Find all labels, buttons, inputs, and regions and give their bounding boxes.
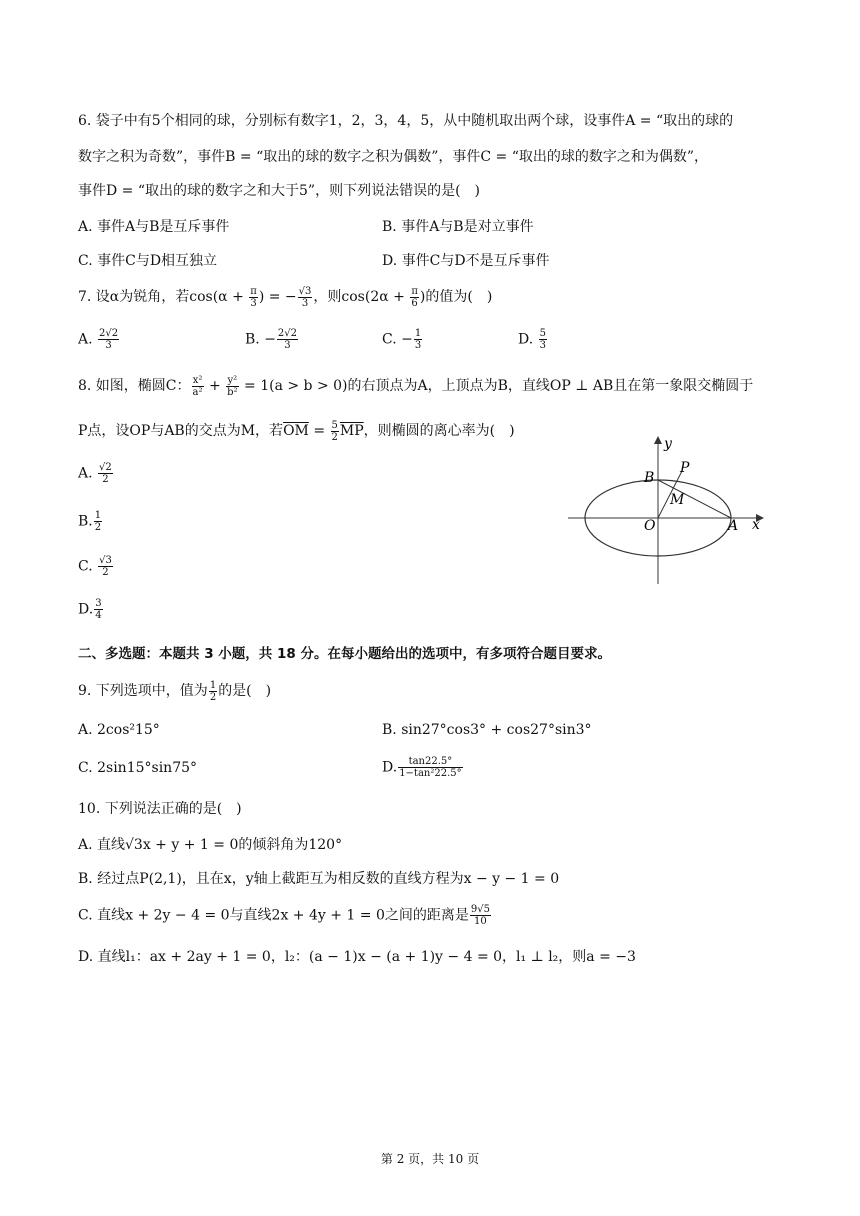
q9-option-a: A. 2cos²15°: [78, 722, 160, 738]
q10-stem: 10. 下列说法正确的是( ): [78, 801, 242, 817]
label-o: O: [644, 518, 656, 534]
q7-option-d: D. $\frac{5}{3}$: [518, 328, 547, 351]
q8-option-b: B. $\frac{1}{2}$: [78, 510, 102, 533]
vector-mp: $\overline{MP}$: [339, 423, 364, 439]
label-b: B: [644, 470, 655, 486]
q7-option-a: A. $\frac{2√2}{3}$: [78, 328, 119, 351]
q7-frac-pi-3: $\frac{\pi}{3}$: [250, 285, 257, 309]
q7-option-b: B. − $\frac{2√2}{3}$: [245, 328, 298, 351]
q10-option-b: B. 经过点P(2,1)，且在x，y轴上截距互为相反数的直线方程为x − y − 1 = 0: [78, 871, 560, 887]
q8-stem-line1: 8. 如图，椭圆C： $\frac{\text{x²}}{\text{a²}}$ + $\frac{\text{y²}}{\text{b²}}$ = 1(a > b > 0)的右顶点为A，上顶点为B，直线OP ⊥ AB且在第一象限交椭圆于: [78, 374, 754, 398]
q7-frac-sqrt3-3: $\frac{√3}{3}$: [298, 285, 312, 309]
q6-option-b: B. 事件A与B是对立事件: [382, 219, 534, 235]
y-axis-arrow: [654, 436, 662, 444]
q6-line2: 数字之积为奇数”，事件B = “取出的球的数字之积为偶数”，事件C = “取出的球的数字之和为偶数”，: [78, 149, 709, 165]
label-x: x: [752, 517, 760, 533]
page-footer: 第 2 页，共 10 页: [380, 1152, 480, 1166]
vector-om: $\overline{OM}$: [283, 423, 309, 439]
q7-stem: 7. 设α为锐角，若cos(α + $\frac{\pi}{3}$ ) = − $\frac{√3}{3}$ ，则cos(2α + $\frac{\pi}{6}$ )的值为( ): [78, 285, 493, 309]
label-y: y: [664, 436, 672, 452]
q9-option-c: C. 2sin15°sin75°: [78, 760, 198, 776]
q8-stem-line2: P点，设OP与AB的交点为M，若$\overline{OM}$ = $\frac{5}{2}$ $\overline{MP}$，则椭圆的离心率为( ): [78, 419, 515, 443]
q10-option-c: C. 直线x + 2y − 4 = 0与直线2x + 4y + 1 = 0之间的距离是 $\frac{9√5}{10}$: [78, 904, 490, 927]
section-2-header: 二、多选题：本题共 3 小题，共 18 分。在每小题给出的选项中，有多项符合题目要求。: [78, 646, 611, 662]
label-m: M: [670, 492, 685, 508]
segment-ab: [658, 480, 731, 518]
q8-option-c: C. $\frac{√3}{2}$: [78, 555, 112, 578]
q6-line3: 事件D = “取出的球的数字之和大于5”，则下列说法错误的是( ): [78, 183, 480, 199]
ellipse-figure: [560, 432, 770, 590]
q6-option-a: A. 事件A与B是互斥事件: [78, 219, 230, 235]
q6-option-c: C. 事件C与D相互独立: [78, 253, 218, 269]
q10-option-a: A. 直线√3x + y + 1 = 0的倾斜角为120°: [78, 837, 343, 853]
q7-option-c: C. − $\frac{1}{3}$: [382, 328, 422, 351]
q6-line1: 6. 袋子中有5个相同的球，分别标有数字1，2，3，4，5，从中随机取出两个球，设事件A = “取出的球的: [78, 113, 734, 129]
q9-stem: 9. 下列选项中，值为 $\frac{1}{2}$ 的是( ): [78, 679, 272, 703]
q8-option-a: A. $\frac{√2}{2}$: [78, 462, 112, 485]
label-a: A: [728, 518, 739, 534]
q9-option-d: D. $\frac{\tan 22.5^\circ}{\text{1−tan²22.5°}}$: [382, 756, 462, 779]
q9-option-b: B. sin27°cos3° + cos27°sin3°: [382, 722, 592, 738]
q8-option-d: D. $\frac{3}{4}$: [78, 598, 102, 621]
label-p: P: [680, 460, 690, 476]
q10-option-d: D. 直线l₁：ax + 2ay + 1 = 0，l₂：(a − 1)x − (a + 1)y − 4 = 0，l₁ ⊥ l₂，则a = −3: [78, 949, 636, 965]
q6-option-d: D. 事件C与D不是互斥事件: [382, 253, 550, 269]
q7-frac-pi-6: $\frac{\pi}{6}$: [411, 285, 418, 309]
